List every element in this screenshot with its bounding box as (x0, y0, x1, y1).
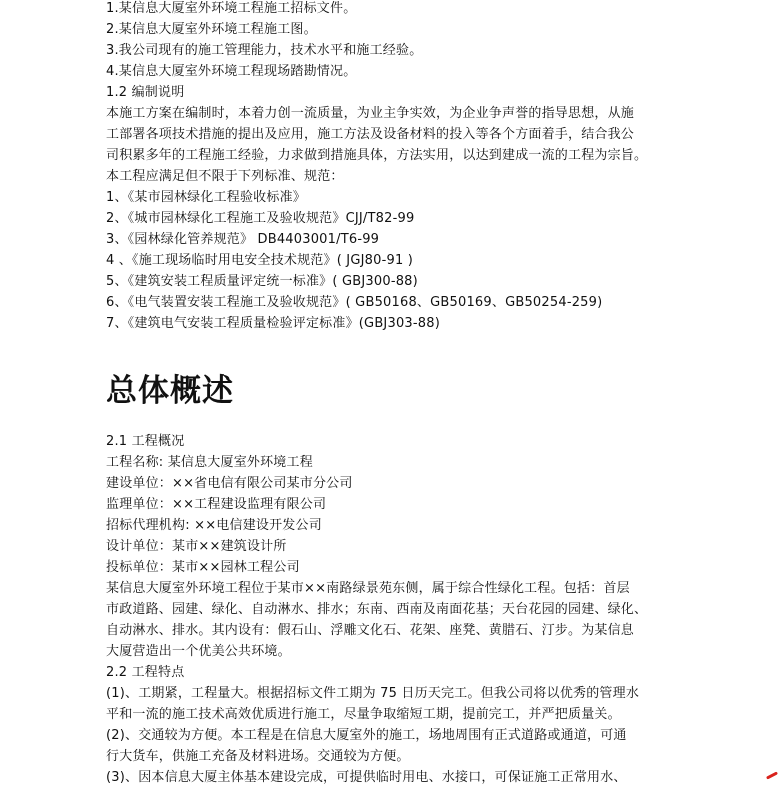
standard-item: 6、《电气装置安装工程施工及验收规范》( GB50168、GB50169、GB50254-259) (106, 295, 603, 310)
project-desc-line: 某信息大厦室外环境工程位于某市××南路绿景苑东侧，属于综合性绿化工程。包括：首层 (106, 581, 630, 596)
section-2-2-title: 2.2 工程特点 (106, 665, 185, 680)
project-info-line: 设计单位：某市××建筑设计所 (106, 539, 287, 554)
standard-item: 1、《某市园林绿化工程验收标准》 (106, 190, 306, 205)
feature-line: 行大货车，供施工充备及材料进场。交通较为方便。 (106, 749, 410, 764)
project-info-line: 监理单位：××工程建设监理有限公司 (106, 497, 327, 512)
feature-line: (3)、因本信息大厦主体基本建设完成，可提供临时用电、水接口，可保证施工正常用水、 (106, 770, 627, 785)
project-desc-line: 市政道路、园建、绿化、自动淋水、排水；东南、西南及南面花基；天台花园的园建、绿化、 (106, 602, 648, 617)
feature-line: (1)、工期紧，工程量大。根据招标文件工期为 75 日历天完工。但我公司将以优秀的管理水 (106, 686, 640, 701)
project-desc-line: 自动淋水、排水。其内设有：假石山、浮雕文化石、花架、座凳、黄腊石、汀步。为某信息 (106, 623, 635, 638)
paragraph-line: 工部署各项技术措施的提出及应用，施工方法及设备材料的投入等各个方面着手，结合我公 (106, 127, 635, 142)
basis-item: 4.某信息大厦室外环境工程现场踏勘情况。 (106, 64, 357, 79)
section-2-1-title: 2.1 工程概况 (106, 434, 185, 449)
chapter-heading: 总体概述 (106, 373, 234, 409)
project-info-line: 建设单位：××省电信有限公司某市分公司 (106, 476, 353, 491)
paragraph-line: 本工程应满足但不限于下列标准、规范： (106, 169, 344, 184)
section-1-2-title: 1.2 编制说明 (106, 85, 185, 100)
basis-item: 3.我公司现有的施工管理能力，技术水平和施工经验。 (106, 43, 423, 58)
feature-line: 平和一流的施工技术高效优质进行施工，尽量争取缩短工期，提前完工，并严把质量关。 (106, 707, 621, 722)
standard-item: 7、《建筑电气安装工程质量检验评定标准》(GBJ303-88) (106, 316, 440, 331)
basis-item: 2.某信息大厦室外环境工程施工图。 (106, 22, 317, 37)
project-info-line: 工程名称: 某信息大厦室外环境工程 (106, 455, 313, 470)
feature-line: (2)、交通较为方便。本工程是在信息大厦室外的施工，场地周围有正式道路或通道，可通 (106, 728, 627, 743)
red-pen-mark (766, 771, 778, 779)
standard-item: 2、《城市园林绿化工程施工及验收规范》CJJ/T82-99 (106, 211, 415, 226)
project-desc-line: 大厦营造出一个优美公共环境。 (106, 644, 291, 659)
standard-item: 3、《园林绿化管养规范》 DB4403001/T6-99 (106, 232, 380, 247)
project-info-line: 招标代理机构: ××电信建设开发公司 (106, 518, 322, 533)
standard-item: 5、《建筑安装工程质量评定统一标准》( GBJ300-88) (106, 274, 418, 289)
paragraph-line: 本施工方案在编制时，本着力创一流质量，为业主争实效，为企业争声誉的指导思想，从施 (106, 106, 635, 121)
basis-item: 1.某信息大厦室外环境工程施工招标文件。 (106, 1, 357, 16)
project-info-line: 投标单位：某市××园林工程公司 (106, 560, 300, 575)
standard-item: 4 、《施工现场临时用电安全技术规范》( JGJ80-91 ) (106, 253, 414, 268)
paragraph-line: 司积累多年的工程施工经验，力求做到措施具体，方法实用，以达到建成一流的工程为宗旨。 (106, 148, 648, 163)
